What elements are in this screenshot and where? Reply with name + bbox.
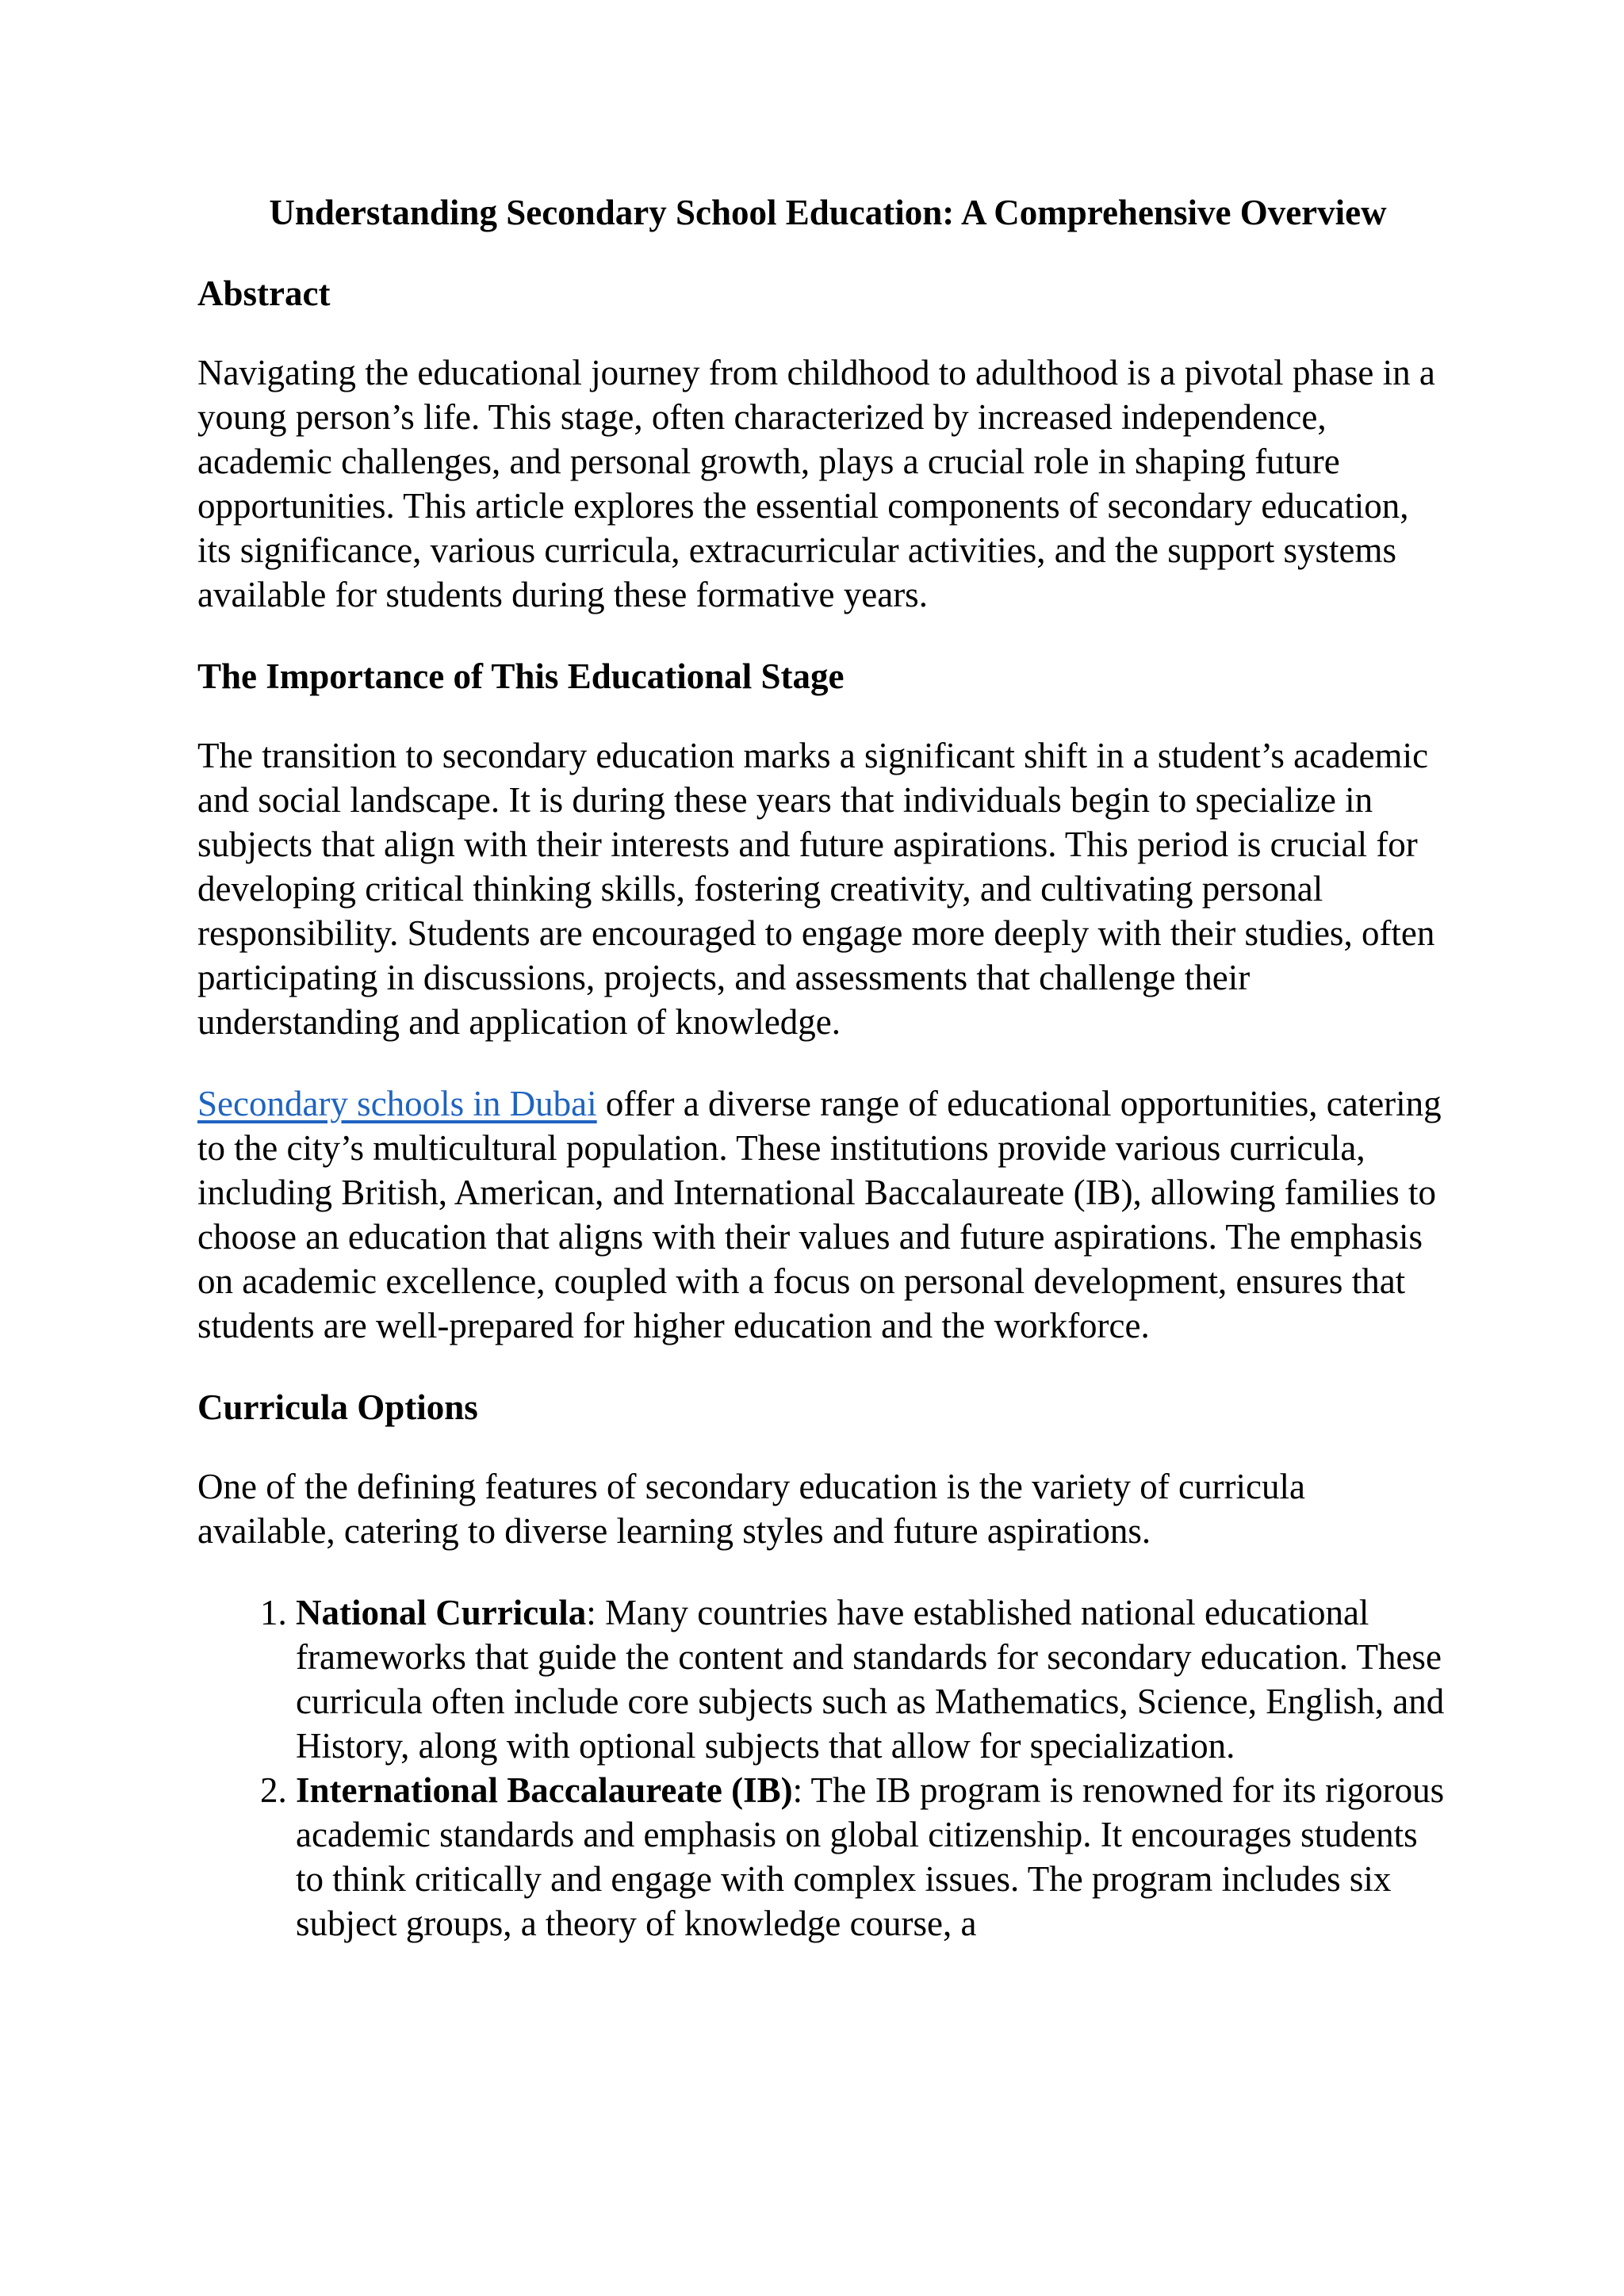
list-item bbox=[296, 1590, 1450, 1768]
curricula-item-text: : The IB program is renowned for its rigorous academic standards and emphasis on global citizenship. It encourages students to think critically and engage with complex issues. The program includes six subject groups, a theory of knowledge course, a bbox=[296, 1770, 1445, 1943]
curricula-list bbox=[197, 1590, 1450, 1946]
curricula-item-text: : Many countries have established national educational frameworks that guide the content and standards for secondary education. These curricula often include core subjects such as Mathematics, Science, English, and History, along with optional subjects that allow for specialization. bbox=[296, 1593, 1445, 1766]
curricula-intro: One of the defining features of secondary education is the variety of curricula available, catering to diverse learning styles and future aspirations. bbox=[197, 1467, 1305, 1551]
list-item bbox=[296, 1768, 1450, 1946]
dubai-paragraph-text: offer a diverse range of educational opportunities, catering to the city’s multicultural population. These institutions provide various curricula, including British, American, and International Baccalaureate (IB), allowing families to choose an education that aligns with their values and future aspirations. The emphasis on academic excellence, coupled with a focus on personal development, ensures that students are well-prepared for higher education and the workforce. bbox=[197, 1084, 1442, 1345]
secondary-schools-dubai-link[interactable]: Secondary schools in Dubai bbox=[197, 1084, 597, 1123]
importance-heading: The Importance of This Educational Stage bbox=[197, 656, 845, 696]
importance-paragraph: The transition to secondary education marks a significant shift in a student’s academic and social landscape. It is during these years that individuals begin to specialize in subjects that align with their interests and future aspirations. This period is crucial for developing critical thinking skills, fostering creativity, and cultivating personal responsibility. Students are encouraged to engage more deeply with their studies, often participating in discussions, projects, and assessments that challenge their understanding and application of knowledge. bbox=[197, 736, 1435, 1042]
curricula-item-term: National Curricula bbox=[296, 1593, 587, 1632]
document-title: Understanding Secondary School Education: A Comprehensive Overview bbox=[269, 193, 1387, 232]
dubai-paragraph bbox=[197, 1081, 1450, 1348]
abstract-paragraph: Navigating the educational journey from childhood to adulthood is a pivotal phase in a young person’s life. This stage, often characterized by increased independence, academic challenges, and personal growth, plays a crucial role in shaping future opportunities. This article explores the essential components of secondary education, its significance, various curricula, extracurricular activities, and the support systems available for students during these formative years. bbox=[197, 353, 1435, 614]
document-body bbox=[197, 190, 1450, 1946]
abstract-heading: Abstract bbox=[197, 274, 331, 313]
curricula-item-term: International Baccalaureate (IB) bbox=[296, 1770, 793, 1810]
curricula-heading: Curricula Options bbox=[197, 1387, 478, 1427]
